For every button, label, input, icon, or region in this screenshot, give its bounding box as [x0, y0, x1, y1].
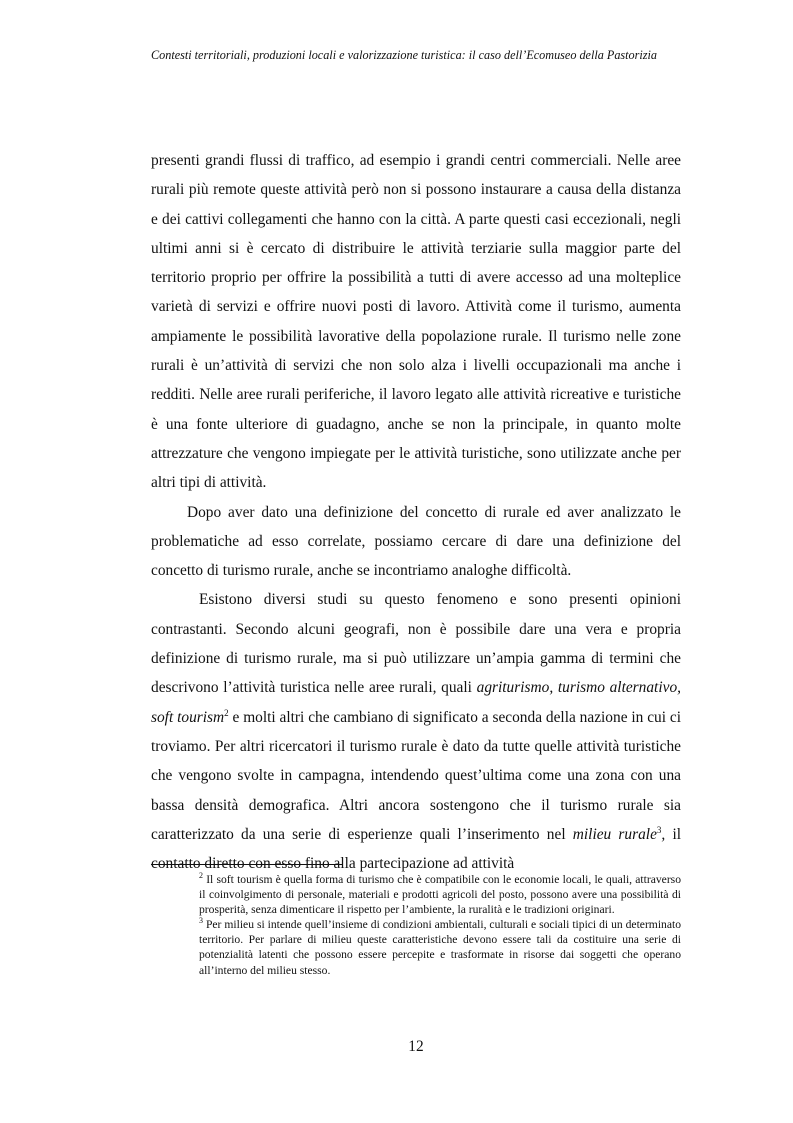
paragraph-3-text-b: e molti altri che cambiano di significato a seconda della nazione in cui ci troviamo. Per altri ricercatori il turismo rurale è dato da tutte quelle attività turistiche che vengono svolte in campagna, intendendo quest’ultima come una zona con una bassa densità demografica. Altri ancora sostengono che il turismo rurale sia caratterizzato da una serie di esperienze quali l’inserimento nel — [151, 708, 681, 843]
running-header: Contesti territoriali, produzioni locali e valorizzazione turistica: il caso dell’Ecomuseo della Pastorizia — [151, 48, 657, 62]
paragraph-3 — [151, 585, 681, 881]
italic-milieu-rurale: milieu rurale — [572, 825, 657, 843]
footnote-number: 2 — [199, 871, 203, 881]
footnote-ref-2[interactable]: 2 — [224, 707, 229, 718]
italic-terms: agriturismo, turismo alternativo, soft tourism — [151, 679, 681, 726]
body-text — [151, 146, 681, 881]
footnote-separator — [151, 864, 343, 865]
footnote-text: Il soft tourism è quella forma di turismo che è compatibile con le economie locali, le quali, attraverso il coinvolgimento di personale, materiali e prodotti agricoli del posto, possono avere una possibilità di prosperità, senza dimenticare il rispetto per l’ambiente, la ruralità e le tradizioni originari. — [199, 873, 681, 917]
footnote-number: 3 — [199, 916, 203, 926]
footnote-3 — [199, 917, 681, 977]
paragraph-3-text-a: Esistono diversi studi su questo fenomeno e sono presenti opinioni contrastanti. Secondo alcuni geografi, non è possibile dare una vera e propria definizione di turismo rurale, ma si può utilizzare un’ampia gamma di termini che descrivono l’attività turistica nelle aree rurali, quali — [151, 591, 681, 697]
page-number: 12 — [408, 1038, 424, 1055]
footnote-text: Per milieu si intende quell’insieme di condizioni ambientali, culturali e sociali tipici di un determinato territorio. Per parlare di milieu queste caratteristiche devono essere tali da costituire una serie di potenzialità latenti che possono essere percepite e trasformate in risorse dai soggetti che operano all’interno del milieu stesso. — [199, 918, 681, 977]
paragraph-2: Dopo aver dato una definizione del concetto di rurale ed aver analizzato le problematiche ad esso correlate, possiamo cercare di dare una definizione del concetto di turismo rurale, anche se incontriamo analoghe difficoltà. — [151, 503, 681, 580]
footnotes — [199, 872, 681, 978]
paragraph-1: presenti grandi flussi di traffico, ad esempio i grandi centri commerciali. Nelle aree rurali più remote queste attività però non si possono instaurare a causa della distanza e dei cattivi collegamenti che hanno con la città. A parte questi casi eccezionali, negli ultimi anni si è cercato di distribuire le attività terziarie sulla maggior parte del territorio proprio per offrire la possibilità a tutti di avere accesso ad una molteplice varietà di servizi e offrire nuovi posti di lavoro. Attività come il turismo, aumenta ampiamente le possibilità lavorative della popolazione rurale. Il turismo nelle zone rurali è un’attività di servizi che non solo alza i livelli occupazionali ma anche i redditi. Nelle aree rurali periferiche, il lavoro legato alle attività ricreative e turistiche è una fonte ulteriore di guadagno, anche se non la principale, in quanto molte attrezzature che vengono impiegate per le attività turistiche, sono utilizzate anche per altri tipi di attività. — [151, 152, 681, 492]
footnote-2 — [199, 872, 681, 917]
paragraph-3-text-c: il contatto diretto con esso fino alla partecipazione ad attività — [151, 825, 681, 873]
italic-comma: , — [661, 825, 666, 843]
footnote-ref-3[interactable]: 3 — [656, 824, 662, 835]
